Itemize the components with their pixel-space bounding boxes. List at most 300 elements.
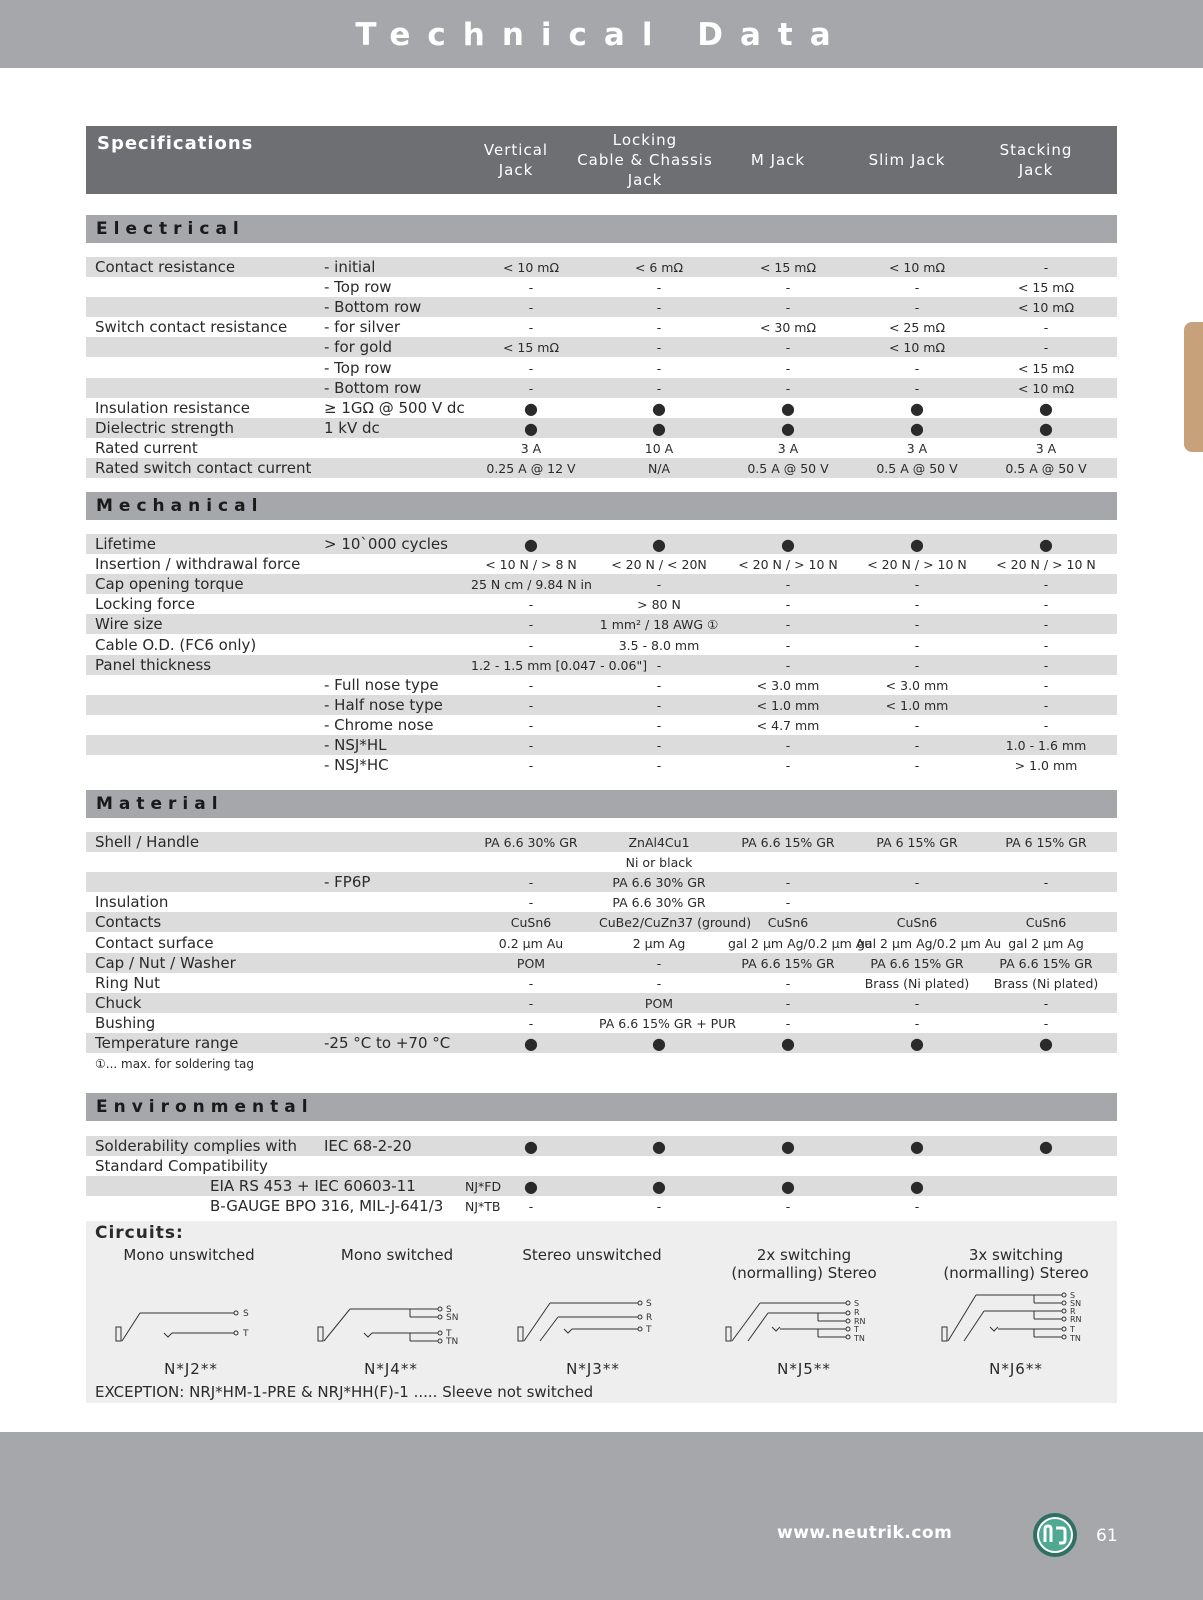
cell-value: < 25 mΩ (888, 320, 946, 336)
cell-value: CuSn6 (510, 915, 552, 931)
cell-value: 3 A (906, 440, 928, 456)
circuit-code-2x-switching: N*J5** (777, 1360, 831, 1378)
cell-value: 0.25 A @ 12 V (486, 461, 576, 476)
row-label: Contacts (95, 913, 162, 932)
column-header-line: Locking (612, 131, 678, 149)
circuit-diagram-2x-switching (722, 1291, 882, 1357)
cell-value (857, 852, 977, 872)
cell-value: PA 6.6 15% GR (741, 955, 835, 971)
cell-value: ● (910, 398, 924, 418)
cell-value (599, 1156, 719, 1176)
pin-label: SN (446, 1313, 459, 1323)
cell-value: < 10 mΩ (888, 340, 946, 356)
cell-value: ● (781, 1177, 795, 1197)
row-label: Cable O.D. (FC6 only) (95, 635, 257, 654)
pin-label: T (854, 1325, 859, 1334)
cell-value: - (656, 300, 662, 316)
page-number: 61 (1096, 1526, 1118, 1546)
website-link[interactable]: www.neutrik.com (777, 1523, 953, 1543)
cell-value: POM (644, 995, 674, 1011)
circuit-diagram-mono-unswitched (112, 1291, 272, 1357)
column-header-line: Jack (1018, 161, 1054, 179)
cell-value: - (914, 1199, 920, 1215)
cell-value: - (528, 758, 534, 774)
cell-value: - (528, 895, 534, 911)
column-header-m-jack (714, 126, 842, 194)
cell-value: - (914, 738, 920, 753)
cell-value: - (914, 380, 920, 396)
pin-label: T (446, 1329, 452, 1339)
pin-label: TN (446, 1337, 459, 1347)
cell-value: - (785, 597, 791, 613)
page-header-band (0, 0, 1203, 68)
cell-value: PA 6.6 30% GR (612, 875, 706, 891)
cell-value: < 15 mΩ (1017, 280, 1075, 296)
cell-value (857, 892, 977, 912)
cell-value: ● (652, 1137, 666, 1156)
cell-value: - (1043, 657, 1049, 673)
pin-label: S (646, 1299, 652, 1309)
row-sublabel: - Chrome nose (324, 715, 434, 734)
cell-value: PA 6.6 15% GR (999, 955, 1093, 971)
cell-value: - (528, 617, 534, 633)
cell-value: PA 6.6 30% GR (612, 895, 706, 911)
row-label: Switch contact resistance (95, 318, 288, 337)
table-row (86, 993, 1117, 1013)
cell-value: - (528, 300, 534, 316)
cell-value: PA 6 15% GR (1005, 835, 1087, 850)
cell-value: Ni or black (625, 855, 693, 871)
cell-value: 3 A (777, 440, 799, 456)
row-label: Panel thickness (95, 655, 212, 674)
table-row (86, 735, 1117, 755)
cell-value: - (528, 995, 534, 1011)
cell-value: - (914, 717, 920, 733)
cell-value: < 20 N / > 10 N (996, 557, 1096, 573)
cell-value: ● (652, 398, 666, 418)
pin-label: TN (1070, 1334, 1081, 1343)
cell-value: ● (652, 535, 666, 554)
cell-value: ● (652, 1034, 666, 1053)
cell-value: ● (524, 418, 538, 438)
specifications-label: Specifications (97, 133, 254, 154)
pin-label: S (1070, 1291, 1076, 1300)
cell-value: < 10 mΩ (1017, 300, 1075, 316)
cell-value: - (656, 280, 662, 296)
circuit-code-stereo-unswitched: N*J3** (566, 1360, 620, 1378)
row-sublabel: - Bottom row (324, 298, 422, 317)
cell-value: 3.5 - 8.0 mm (618, 637, 700, 653)
row-label: Wire size (95, 615, 163, 634)
table-row (86, 872, 1117, 892)
cell-value: - (528, 320, 534, 336)
cell-value: - (1043, 637, 1049, 653)
cell-value: < 20 N / < 20N (611, 557, 707, 573)
section-bar-material (86, 790, 1117, 818)
circuit-code-3x-switching: N*J6** (989, 1360, 1043, 1378)
cell-value: ● (910, 1177, 924, 1197)
section-bar-mechanical (86, 492, 1117, 520)
row-sublabel: IEC 68-2-20 (324, 1137, 412, 1155)
row-label: Lifetime (95, 535, 156, 553)
cell-value: 1 mm² / 18 AWG ① (599, 617, 719, 633)
column-header-line: Vertical (483, 141, 549, 159)
table-row (86, 852, 1117, 872)
row-label: Rated switch contact current (95, 459, 312, 477)
table-row (86, 1196, 1117, 1216)
cell-value: - (1043, 875, 1049, 891)
row-sublabel: - NSJ*HL (324, 736, 387, 754)
table-row (86, 695, 1117, 715)
cell-value: - (1043, 340, 1049, 356)
cell-value: ZnAl4Cu1 (628, 835, 690, 850)
page-title: Technical Data (355, 17, 848, 53)
cell-value: - (528, 280, 534, 296)
table-row (86, 635, 1117, 655)
row-label: Rated current (95, 438, 198, 457)
pin-label: T (243, 1329, 249, 1339)
cell-value: - (785, 637, 791, 653)
cell-value: ● (652, 418, 666, 438)
table-row (86, 574, 1117, 594)
cell-value: - (914, 758, 920, 774)
table-row (86, 554, 1117, 574)
cell-value: ● (1039, 1034, 1053, 1053)
cell-value: ● (1039, 535, 1053, 554)
row-label: EIA RS 453 + IEC 60603-11 (210, 1177, 416, 1196)
circuit-diagram-3x-switching (938, 1291, 1098, 1357)
section-title: Electrical (96, 219, 245, 239)
cell-value (986, 1156, 1106, 1176)
cell-value: - (785, 1015, 791, 1031)
cell-value: PA 6.6 15% GR (741, 835, 835, 850)
cell-value (986, 1196, 1106, 1216)
pin-label: S (854, 1299, 860, 1308)
cell-value: - (1043, 617, 1049, 633)
row-code: NJ*FD (465, 1179, 502, 1195)
cell-value: - (1043, 597, 1049, 613)
row-sublabel: - NSJ*HC (324, 756, 389, 775)
row-sublabel: - FP6P (324, 873, 371, 892)
table-row (86, 337, 1117, 357)
circuit-name-line: 3x switching (968, 1246, 1064, 1264)
cell-value: - (656, 697, 662, 713)
cell-value: ● (781, 398, 795, 418)
column-header-stacking-jack (972, 126, 1100, 194)
pin-label: R (854, 1308, 860, 1317)
column-header-line: Jack (498, 161, 534, 179)
column-header-line: M Jack (750, 151, 806, 169)
cell-value: ● (781, 1034, 795, 1053)
table-row (86, 458, 1117, 478)
cell-value: - (656, 340, 662, 356)
cell-value: 0.5 A @ 50 V (747, 461, 829, 476)
table-row (86, 953, 1117, 973)
cell-value: CuBe2/CuZn37 (ground) (599, 915, 752, 931)
cell-value: < 3.0 mm (885, 677, 949, 693)
pin-label: R (1070, 1307, 1076, 1316)
table-row (86, 715, 1117, 735)
circuit-name-line: Mono switched (340, 1246, 454, 1264)
cell-value: - (785, 360, 791, 376)
cell-value: - (1043, 260, 1049, 275)
section-title: Environmental (96, 1097, 314, 1117)
cell-value: ● (781, 418, 795, 438)
row-sublabel: - Bottom row (324, 378, 422, 397)
cell-value: > 80 N (637, 597, 681, 613)
cell-value: - (656, 380, 662, 396)
circuit-name-line: (normalling) Stereo (943, 1264, 1089, 1282)
circuit-name-2x-switching (704, 1246, 904, 1282)
cell-value: - (656, 360, 662, 376)
cell-value: - (528, 677, 534, 693)
row-sublabel: - Top row (324, 358, 392, 377)
cell-value: - (528, 697, 534, 713)
cell-value: < 10 mΩ (1017, 380, 1075, 396)
circuit-name-line: Mono unswitched (123, 1246, 255, 1264)
row-sublabel: - for gold (324, 338, 392, 357)
pin-label: TN (854, 1334, 865, 1343)
cell-value: - (914, 657, 920, 673)
table-row (86, 1156, 1117, 1176)
cell-value: - (785, 300, 791, 316)
cell-value: PA 6.6 15% GR + PUR (599, 1015, 737, 1031)
cell-value: ● (910, 1137, 924, 1156)
pin-label: S (243, 1309, 249, 1319)
circuit-diagram-stereo-unswitched (514, 1291, 674, 1357)
cell-value: 1.2 - 1.5 mm [0.047 - 0.06"] (471, 657, 648, 673)
row-label: Insulation resistance (95, 398, 251, 417)
cell-value: PA 6.6 30% GR (484, 835, 578, 850)
row-code: NJ*TB (465, 1199, 501, 1215)
cell-value: < 4.7 mm (756, 717, 820, 733)
section-bar-environmental (86, 1093, 1117, 1121)
cell-value: < 1.0 mm (756, 697, 820, 713)
row-label: Solderability complies with (95, 1137, 298, 1155)
cell-value: - (528, 380, 534, 396)
cell-value: POM (516, 955, 546, 971)
cell-value: - (914, 617, 920, 633)
cell-value: - (656, 758, 662, 774)
circuits-panel (86, 1221, 1117, 1403)
row-label: Contact resistance (95, 258, 236, 276)
cell-value: 0.2 µm Au (498, 935, 564, 951)
cell-value: - (914, 360, 920, 376)
cell-value: - (1043, 577, 1049, 593)
cell-value: < 3.0 mm (756, 677, 820, 693)
table-row (86, 277, 1117, 297)
table-row (86, 1176, 1117, 1196)
cell-value: < 30 mΩ (759, 320, 817, 336)
pin-label: T (646, 1325, 652, 1335)
table-row (86, 297, 1117, 317)
cell-value: - (528, 637, 534, 653)
cell-value: PA 6 15% GR (876, 835, 958, 850)
table-row (86, 1136, 1117, 1156)
row-label: Locking force (95, 595, 195, 614)
circuit-name-mono-unswitched (89, 1246, 289, 1264)
cell-value: ● (910, 418, 924, 438)
cell-value: CuSn6 (1025, 915, 1067, 931)
cell-value: < 10 mΩ (888, 260, 946, 275)
row-label: Chuck (95, 993, 142, 1012)
cell-value: CuSn6 (767, 915, 809, 931)
cell-value: 3 A (520, 440, 542, 456)
table-row (86, 594, 1117, 614)
cell-value: < 15 mΩ (502, 340, 560, 356)
row-sublabel: 1 kV dc (324, 418, 380, 437)
table-row (86, 418, 1117, 438)
cell-value: - (785, 875, 791, 891)
circuits-title: Circuits: (95, 1223, 184, 1243)
cell-value: Brass (Ni plated) (864, 975, 970, 991)
cell-value: - (656, 577, 662, 593)
table-row (86, 1013, 1117, 1033)
table-row (86, 912, 1117, 932)
cell-value: < 15 mΩ (1017, 360, 1075, 376)
cell-value: - (656, 657, 662, 673)
row-sublabel: - Half nose type (324, 695, 443, 714)
cell-value: - (656, 320, 662, 336)
column-header-line: Stacking (999, 141, 1073, 159)
pin-label: RN (1070, 1315, 1082, 1324)
column-header-line: Slim Jack (868, 151, 946, 169)
spec-table-header (86, 126, 1117, 194)
pin-label: S (446, 1305, 452, 1315)
cell-value: - (1043, 717, 1049, 733)
cell-value: - (914, 995, 920, 1011)
cell-value (471, 852, 591, 872)
row-sublabel: -25 °C to +70 °C (324, 1034, 451, 1052)
table-row (86, 832, 1117, 852)
cell-value: - (785, 758, 791, 774)
cell-value: ● (524, 535, 538, 554)
cell-value: ● (524, 398, 538, 418)
page-footer-band (0, 1432, 1203, 1600)
table-row (86, 892, 1117, 912)
row-label: Temperature range (95, 1034, 239, 1052)
row-sublabel: - Full nose type (324, 675, 439, 694)
table-row (86, 655, 1117, 675)
cell-value: 10 A (644, 440, 674, 456)
cell-value: - (528, 875, 534, 891)
row-sublabel: - initial (324, 258, 376, 276)
circuit-name-stereo-unswitched (492, 1246, 692, 1264)
footnote: ①... max. for soldering tag (95, 1057, 255, 1071)
cell-value: Brass (Ni plated) (993, 975, 1099, 991)
cell-value: - (785, 738, 791, 753)
circuit-name-mono-switched (297, 1246, 497, 1264)
cell-value: ● (524, 1177, 538, 1197)
circuit-diagram-mono-switched (314, 1291, 474, 1357)
cell-value (728, 1156, 848, 1176)
row-label: Insulation (95, 893, 169, 912)
cell-value: ● (524, 1034, 538, 1053)
cell-value: 2 µm Ag (632, 935, 686, 951)
cell-value: CuSn6 (896, 915, 938, 931)
cell-value: - (528, 1015, 534, 1031)
row-sublabel: > 10`000 cycles (324, 535, 448, 553)
circuit-name-line: Stereo unswitched (522, 1246, 662, 1264)
cell-value: - (914, 597, 920, 613)
cell-value: - (785, 617, 791, 633)
table-row (86, 933, 1117, 953)
cell-value: - (914, 1015, 920, 1031)
pin-label: T (1070, 1325, 1075, 1334)
circuit-name-3x-switching (916, 1246, 1116, 1282)
row-sublabel: ≥ 1GΩ @ 500 V dc (324, 398, 465, 417)
cell-value (986, 892, 1106, 912)
cell-value: < 20 N / > 10 N (867, 557, 967, 573)
cell-value: ● (910, 1034, 924, 1053)
cell-value: - (914, 577, 920, 593)
cell-value: - (528, 975, 534, 991)
table-row (86, 755, 1117, 775)
table-row (86, 438, 1117, 458)
row-label: Standard Compatibility (95, 1157, 268, 1176)
cell-value: - (528, 1199, 534, 1215)
cell-value: - (914, 875, 920, 891)
cell-value: - (1043, 995, 1049, 1011)
table-row (86, 973, 1117, 993)
cell-value: ● (524, 1137, 538, 1156)
cell-value: - (1043, 320, 1049, 336)
row-label: Cap / Nut / Washer (95, 953, 236, 972)
cell-value: - (656, 955, 662, 971)
cell-value: < 1.0 mm (885, 697, 949, 713)
cell-value (986, 852, 1106, 872)
cell-value: gal 2 µm Ag/0.2 µm Au (728, 935, 873, 951)
table-row (86, 358, 1117, 378)
cell-value: - (785, 975, 791, 991)
cell-value: 0.5 A @ 50 V (876, 461, 958, 476)
cell-value: - (528, 597, 534, 613)
column-header-locking-jack (573, 126, 717, 194)
table-row (86, 317, 1117, 337)
cell-value: - (1043, 1015, 1049, 1031)
cell-value: - (914, 280, 920, 296)
cell-value: - (785, 657, 791, 673)
section-title: Mechanical (96, 496, 264, 516)
row-label: B-GAUGE BPO 316, MIL-J-641/3 (210, 1197, 444, 1216)
circuit-code-mono-switched: N*J4** (364, 1360, 418, 1378)
cell-value: gal 2 µm Ag (1008, 935, 1084, 951)
cell-value: < 15 mΩ (759, 260, 817, 275)
table-row (86, 534, 1117, 554)
table-row (86, 1033, 1117, 1053)
row-label: Insertion / withdrawal force (95, 555, 301, 574)
cell-value: - (528, 738, 534, 753)
cell-value: - (656, 738, 662, 753)
row-sublabel: - Top row (324, 278, 392, 297)
table-row (86, 675, 1117, 695)
cell-value (986, 1176, 1106, 1196)
row-sublabel: - for silver (324, 318, 400, 337)
section-title: Material (96, 794, 224, 814)
cell-value: - (785, 577, 791, 593)
cell-value: - (785, 895, 791, 911)
row-label: Shell / Handle (95, 833, 200, 851)
cell-value: - (785, 995, 791, 1011)
cell-value: 3 A (1035, 440, 1057, 456)
cell-value: ● (1039, 398, 1053, 418)
cell-value: - (656, 717, 662, 733)
cell-value: - (656, 1199, 662, 1215)
cell-value: ● (652, 1177, 666, 1197)
pin-label: SN (1070, 1299, 1082, 1308)
cell-value (857, 1156, 977, 1176)
cell-value: - (656, 677, 662, 693)
